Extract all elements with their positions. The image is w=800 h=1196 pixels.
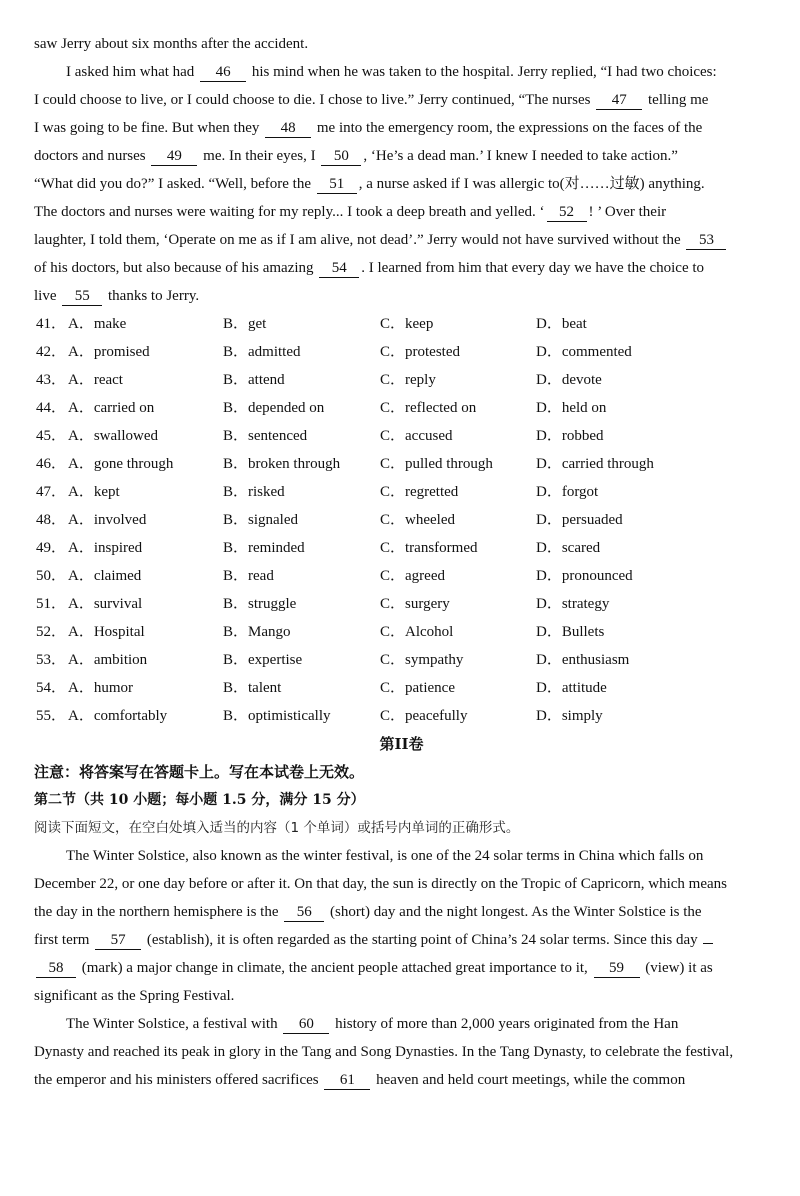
option-d[interactable]: D．Bullets (536, 624, 605, 640)
passage-text: I asked him what had (66, 64, 199, 80)
passage-text: “What did you do?” I asked. “Well, before the (34, 176, 315, 192)
passage-text: laughter, I told them, ‘Operate on me as if I am alive, not dead’.” Jerry would not have survived without the (34, 232, 685, 248)
question-row (34, 338, 769, 366)
option-a[interactable]: A．promised (68, 344, 150, 360)
passage-line (34, 254, 769, 282)
question-row (34, 506, 769, 534)
option-a[interactable]: A．swallowed (68, 428, 158, 444)
option-d[interactable]: D．scared (536, 540, 601, 556)
option-b[interactable]: B．expertise (223, 652, 303, 668)
passage-text: of his doctors, but also because of his amazing (34, 260, 318, 276)
passage-line (34, 954, 769, 982)
question-number: 41． (36, 316, 67, 332)
option-d[interactable]: D．forgot (536, 484, 599, 500)
question-row (34, 674, 769, 702)
option-d[interactable]: D．attitude (536, 680, 607, 696)
passage-text: live (34, 288, 61, 304)
passage-text: The Winter Solstice, also known as the winter festival, is one of the 24 solar terms in China which falls on (66, 848, 704, 864)
option-a[interactable]: A．comfortably (68, 708, 168, 724)
question-number: 52． (36, 624, 67, 640)
question-row (34, 422, 769, 450)
question-row (34, 618, 769, 646)
answer-blank[interactable]: 48 (265, 120, 311, 138)
option-c[interactable]: C．regretted (380, 484, 459, 500)
answer-blank[interactable]: 47 (596, 92, 642, 110)
option-b[interactable]: B．broken through (223, 456, 341, 472)
passage-line (34, 86, 769, 114)
passage-line (34, 58, 769, 86)
passage-text: (mark) a major change in climate, the ancient people attached great importance to it, (78, 960, 592, 976)
passage-text: The Winter Solstice, a festival with (66, 1016, 282, 1032)
answer-notice: 注意：将答案写在答题卡上。写在本试卷上无效。 (34, 763, 365, 781)
option-b[interactable]: B．admitted (223, 344, 301, 360)
option-d[interactable]: D．beat (536, 316, 587, 332)
passage-line (34, 170, 769, 198)
answer-blank[interactable]: 49 (151, 148, 197, 166)
passage-line (34, 982, 769, 1010)
option-c[interactable]: C．transformed (380, 540, 478, 556)
passage-line (34, 226, 769, 254)
question-number: 53． (36, 652, 67, 668)
passage-text: telling me (644, 92, 709, 108)
option-a[interactable]: A．carried on (68, 400, 155, 416)
option-a[interactable]: A．involved (68, 512, 147, 528)
section-header: 第二节（共 10 小题；每小题 1.5 分，满分 15 分） (34, 792, 365, 808)
option-c[interactable]: C．wheeled (380, 512, 455, 528)
answer-blank[interactable]: 50 (321, 148, 361, 166)
option-d[interactable]: D．persuaded (536, 512, 623, 528)
answer-blank[interactable]: 60 (283, 1016, 329, 1034)
question-row (34, 534, 769, 562)
answer-blank[interactable]: 57 (95, 932, 141, 950)
section-instruction: 阅读下面短文，在空白处填入适当的内容（1 个单词）或括号内单词的正确形式。 (34, 820, 520, 836)
question-row (34, 310, 769, 338)
passage-text: , ‘He’s a dead man.’ I knew I needed to take action.” (363, 148, 678, 164)
passage-text: , a nurse asked if I was allergic to(对……过敏) anything. (358, 176, 705, 192)
passage-line (34, 926, 769, 954)
passage-text: (short) day and the night longest. As the Winter Solstice is the (326, 904, 702, 920)
answer-blank[interactable]: 53 (686, 232, 726, 250)
option-c[interactable]: C．peacefully (380, 708, 468, 724)
option-a[interactable]: A．gone through (68, 456, 174, 472)
option-b[interactable]: B．Mango (223, 624, 291, 640)
option-b[interactable]: B．struggle (223, 596, 297, 612)
passage-line (34, 198, 769, 226)
passage-text: The doctors and nurses were waiting for my reply... I took a deep breath and yelled. ‘ (34, 204, 545, 220)
passage-line (34, 114, 769, 142)
option-c[interactable]: C．pulled through (380, 456, 493, 472)
option-d[interactable]: D．robbed (536, 428, 604, 444)
option-b[interactable]: B．get (223, 316, 267, 332)
question-number: 48． (36, 512, 67, 528)
passage-text: the day in the northern hemisphere is the (34, 904, 283, 920)
option-b[interactable]: B．sentenced (223, 428, 308, 444)
answer-blank[interactable]: 61 (324, 1072, 370, 1090)
passage-text: me. In their eyes, I (199, 148, 320, 164)
answer-blank[interactable]: 55 (62, 288, 102, 306)
question-number: 45． (36, 428, 67, 444)
option-d[interactable]: D．devote (536, 372, 602, 388)
passage-text: heaven and held court meetings, while the common (372, 1072, 686, 1088)
passage-text: first term (34, 932, 94, 948)
option-a[interactable]: A．inspired (68, 540, 143, 556)
question-number: 49． (36, 540, 67, 556)
question-number: 47． (36, 484, 67, 500)
question-number: 46． (36, 456, 67, 472)
answer-blank[interactable]: 52 (547, 204, 587, 222)
option-d[interactable]: D．strategy (536, 596, 610, 612)
passage-text: me into the emergency room, the expressions on the faces of the (313, 120, 703, 136)
option-a[interactable]: A．make (68, 316, 127, 332)
passage-text: (establish), it is often regarded as the starting point of China’s 24 solar terms. Since this day (143, 932, 702, 948)
option-b[interactable]: B．signaled (223, 512, 298, 528)
option-a[interactable]: A．react (68, 372, 123, 388)
passage-line (34, 1010, 769, 1038)
option-b[interactable]: B．reminded (223, 540, 305, 556)
option-d[interactable]: D．held on (536, 400, 607, 416)
question-row (34, 394, 769, 422)
option-a[interactable]: A．ambition (68, 652, 148, 668)
answer-blank[interactable] (703, 926, 713, 944)
option-d[interactable]: D．simply (536, 708, 603, 724)
part-two-title: 第II卷 (379, 735, 424, 753)
question-row (34, 366, 769, 394)
passage-line (34, 898, 769, 926)
question-number: 55． (36, 708, 67, 724)
answer-blank[interactable]: 58 (36, 960, 76, 978)
option-d[interactable]: D．commented (536, 344, 632, 360)
option-a[interactable]: A．kept (68, 484, 120, 500)
option-b[interactable]: B．read (223, 568, 274, 584)
option-c[interactable]: C．surgery (380, 596, 450, 612)
question-row (34, 562, 769, 590)
passage-text: the emperor and his ministers offered sacrifices (34, 1072, 323, 1088)
option-d[interactable]: D．pronounced (536, 568, 633, 584)
passage-line (34, 870, 769, 898)
option-a[interactable]: A．claimed (68, 568, 142, 584)
answer-blank[interactable]: 54 (319, 260, 359, 278)
passage-text: doctors and nurses (34, 148, 150, 164)
passage-text: saw Jerry about six months after the accident. (34, 36, 309, 52)
question-number: 44． (36, 400, 67, 416)
option-c[interactable]: C．keep (380, 316, 434, 332)
passage-text: ! ’ Over their (588, 204, 667, 220)
question-row (34, 478, 769, 506)
question-row (34, 646, 769, 674)
passage-line (34, 142, 769, 170)
answer-blank[interactable]: 56 (284, 904, 324, 922)
option-c[interactable]: C．protested (380, 344, 460, 360)
option-c[interactable]: C．agreed (380, 568, 445, 584)
option-b[interactable]: B．risked (223, 484, 285, 500)
option-c[interactable]: C．patience (380, 680, 455, 696)
question-number: 43． (36, 372, 67, 388)
option-d[interactable]: D．carried through (536, 456, 654, 472)
option-c[interactable]: C．reply (380, 372, 436, 388)
question-row (34, 702, 769, 730)
option-d[interactable]: D．enthusiasm (536, 652, 630, 668)
answer-blank[interactable]: 59 (594, 960, 640, 978)
passage-text: his mind when he was taken to the hospital. Jerry replied, “I had two choices: (248, 64, 717, 80)
passage-text: I could choose to live, or I could choose to die. I chose to live.” Jerry continued, “The nurses (34, 92, 595, 108)
question-row (34, 450, 769, 478)
passage-line (34, 282, 769, 310)
question-number: 50． (36, 568, 67, 584)
question-number: 42． (36, 344, 67, 360)
passage-line (34, 1066, 769, 1094)
option-a[interactable]: A．humor (68, 680, 133, 696)
option-b[interactable]: B．depended on (223, 400, 325, 416)
option-a[interactable]: A．survival (68, 596, 143, 612)
option-b[interactable]: B．talent (223, 680, 282, 696)
passage-text: significant as the Spring Festival. (34, 988, 235, 1004)
exam-page (34, 30, 769, 1094)
cloze-options-list (34, 310, 769, 730)
option-b[interactable]: B．attend (223, 372, 285, 388)
passage-text: (view) it as (641, 960, 713, 976)
passage-line (34, 842, 769, 870)
option-c[interactable]: C．sympathy (380, 652, 464, 668)
question-number: 51． (36, 596, 67, 612)
answer-blank[interactable]: 51 (317, 176, 357, 194)
option-b[interactable]: B．optimistically (223, 708, 331, 724)
option-c[interactable]: C．accused (380, 428, 453, 444)
passage-text: I was going to be fine. But when they (34, 120, 264, 136)
grammar-fill-passage (34, 842, 769, 1094)
answer-blank[interactable]: 46 (200, 64, 246, 82)
passage-text: . I learned from him that every day we have the choice to (361, 260, 705, 276)
passage-text: Dynasty and reached its peak in glory in the Tang and Song Dynasties. In the Tang Dynasty, to celebrate the festival, (34, 1044, 734, 1060)
passage-line (34, 1038, 769, 1066)
option-c[interactable]: C．Alcohol (380, 624, 454, 640)
option-a[interactable]: A．Hospital (68, 624, 145, 640)
passage-text: December 22, or one day before or after it. On that day, the sun is directly on the Tropic of Capricorn, which means (34, 876, 727, 892)
passage-text: thanks to Jerry. (104, 288, 200, 304)
cloze-passage (34, 30, 769, 310)
question-number: 54． (36, 680, 67, 696)
option-c[interactable]: C．reflected on (380, 400, 477, 416)
passage-line (34, 30, 769, 58)
passage-text: history of more than 2,000 years originated from the Han (331, 1016, 679, 1032)
question-row (34, 590, 769, 618)
